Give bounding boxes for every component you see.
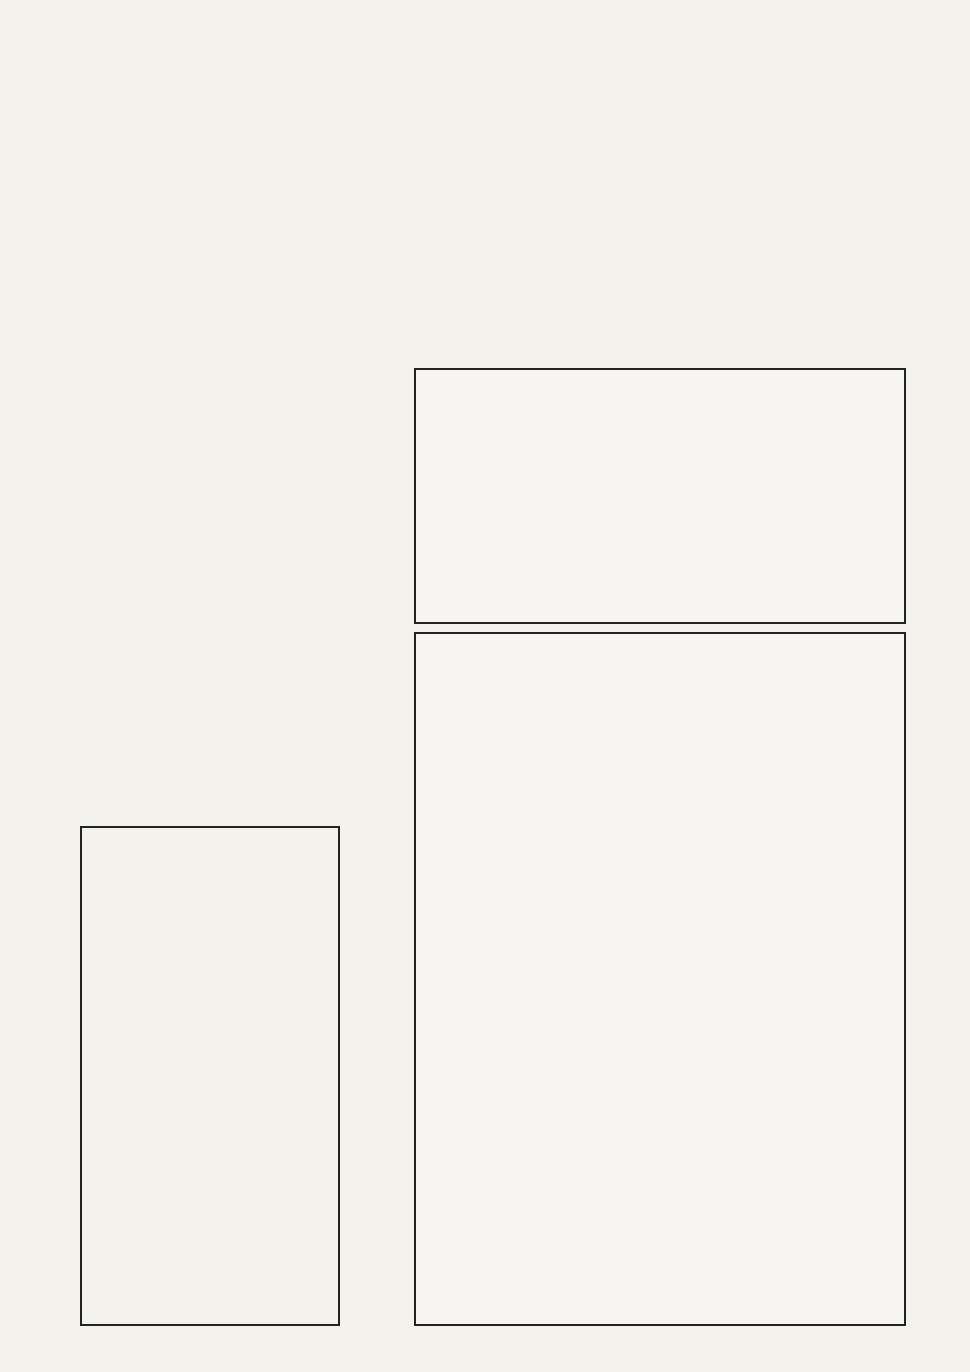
machine-code-box — [80, 826, 340, 1326]
page-title — [60, 18, 920, 363]
listing-loader — [414, 368, 906, 624]
title-lettering — [60, 18, 920, 363]
listing-main — [414, 632, 906, 1326]
listing-main-code — [416, 634, 904, 746]
intro-text — [76, 366, 338, 370]
listing-loader-code — [416, 370, 904, 380]
